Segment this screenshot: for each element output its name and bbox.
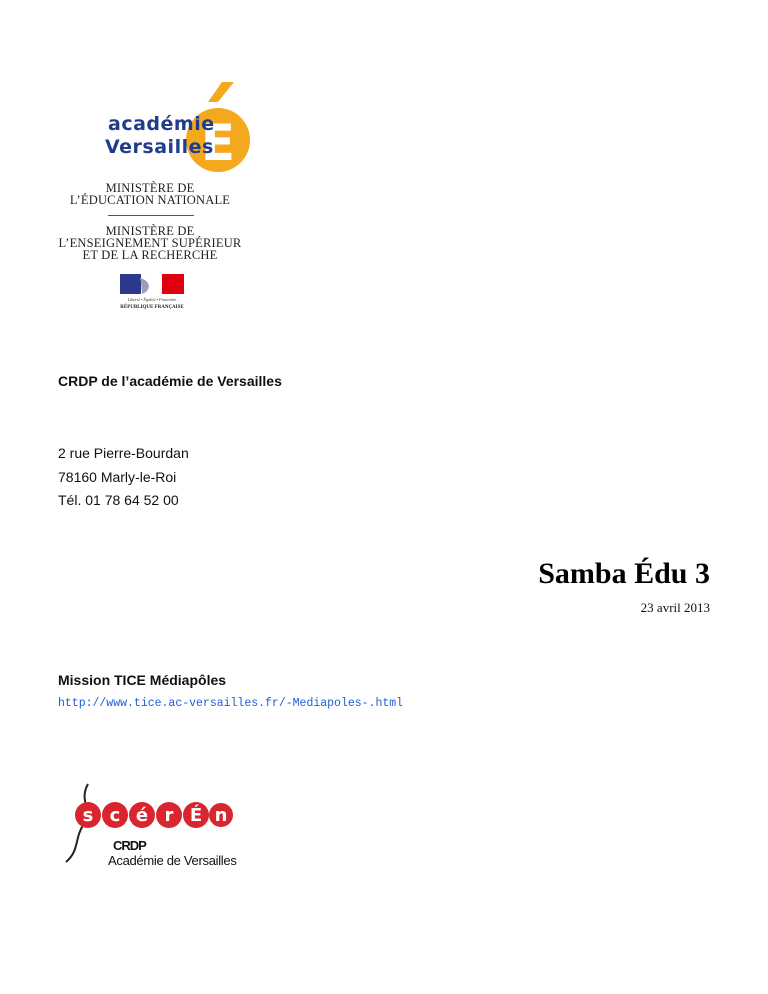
- academy-logo-line2: Versailles: [105, 136, 214, 158]
- sceren-letter: r: [164, 805, 174, 826]
- ministry-line: L’ENSEIGNEMENT SUPÉRIEUR: [58, 236, 242, 250]
- ministry-line: ET DE LA RECHERCHE: [82, 248, 218, 262]
- svg-text:E: E: [200, 114, 236, 172]
- address-line-2: 78160 Marly-le-Roi: [58, 469, 177, 485]
- french-flag-icon: [118, 274, 186, 310]
- republique-francaise-logo: [118, 274, 186, 310]
- academy-logo-line1: académie: [108, 113, 215, 135]
- ministry-line: L’ÉDUCATION NATIONALE: [69, 193, 231, 207]
- document-title: Samba Édu 3: [538, 557, 710, 590]
- sceren-academy-label: Académie de Versailles: [108, 853, 237, 868]
- document-date: 23 avril 2013: [640, 600, 710, 615]
- ministry-line: MINISTÈRE DE: [105, 181, 195, 195]
- republic-name: RÉPUBLIQUE FRANÇAISE: [120, 305, 184, 310]
- sceren-letter: s: [82, 805, 94, 826]
- address-line-1: 2 rue Pierre-Bourdan: [58, 445, 189, 461]
- sceren-letter: É: [189, 805, 203, 826]
- ministry-line: MINISTÈRE DE: [105, 224, 195, 238]
- sceren-crdp-label: CRDP: [113, 838, 146, 853]
- sceren-letter: c: [109, 805, 121, 826]
- republic-motto: Liberté • Égalité • Fraternité: [127, 297, 177, 302]
- sceren-letter: é: [135, 805, 149, 826]
- ministry-divider: [108, 215, 194, 216]
- academie-versailles-logo: [100, 82, 260, 182]
- ministry-education-block: [40, 182, 260, 206]
- sceren-letter: n: [214, 805, 228, 826]
- phone-number: Tél. 01 78 64 52 00: [58, 492, 179, 508]
- publisher-name: CRDP de l’académie de Versailles: [58, 373, 282, 389]
- ministry-research-block: [40, 225, 260, 261]
- mission-name: Mission TICE Médiapôles: [58, 672, 227, 688]
- mission-url-link[interactable]: http://www.tice.ac-versailles.fr/-Mediapoles-.html: [58, 697, 404, 710]
